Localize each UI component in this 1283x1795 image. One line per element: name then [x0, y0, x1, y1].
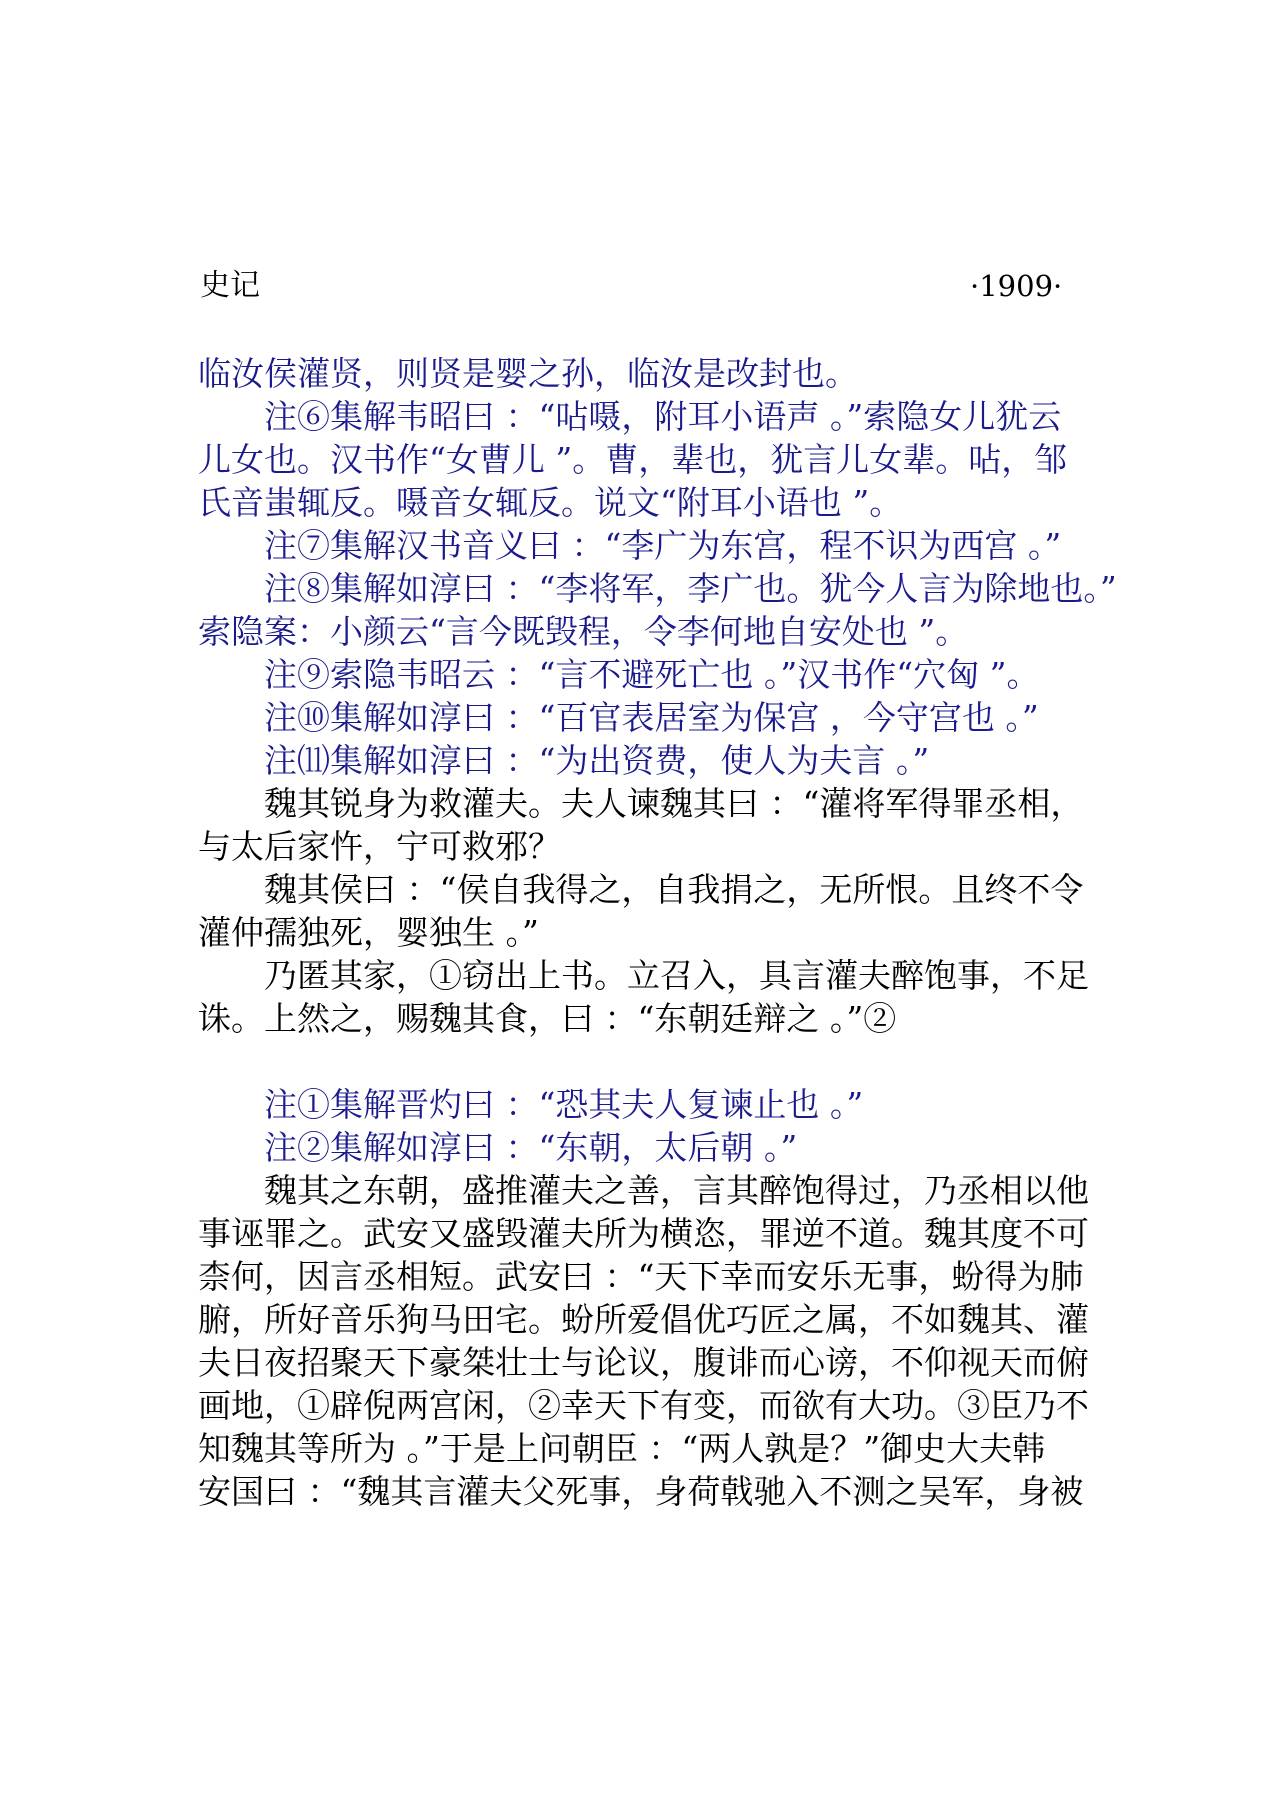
annotation-line: 注⑾集解如淳曰 ：“为出资费，使人为夫言 。” — [264, 741, 930, 780]
text-line: 乃匿其家，①窃出上书。立召入，具言灌夫醉饱事，不足 — [264, 956, 1089, 995]
text-line: 安国曰 ：“魏其言灌夫父死事，身荷戟驰入不测之吴军，身被 — [198, 1472, 1084, 1511]
text-line: 灌仲孺独死，婴独生 。” — [198, 913, 539, 952]
annotation-line: 注⑥集解韦昭曰 ：“呫嗫，附耳小语声 。”索隐女儿犹云 — [264, 397, 1062, 436]
text-line: 诛。上然之，赐魏其食，曰 ：“东朝廷辩之 。”② — [198, 999, 897, 1038]
text-line: 与太后家忤，宁可救邪？ — [198, 827, 561, 866]
text-line: 柰何，因言丞相短。武安曰 ：“天下幸而安乐无事，蚡得为肺 — [198, 1257, 1084, 1296]
text-line: 画地，①辟倪两宫闲，②幸天下有变，而欲有大功。③臣乃不 — [198, 1386, 1089, 1425]
text-line: 夫日夜招聚天下豪桀壮士与论议，腹诽而心谤，不仰视天而俯 — [198, 1343, 1089, 1382]
annotation-line: 注②集解如淳曰 ：“东朝，太后朝 。” — [264, 1128, 798, 1167]
annotation-line: 注⑧集解如淳曰 ：“李将军，李广也。犹今人言为除地也。” — [264, 569, 1117, 608]
paragraph-gap — [198, 1040, 1098, 1083]
annotation-line: 注⑦集解汉书音义曰 ：“李广为东宫，程不识为西宫 。” — [264, 526, 1062, 565]
text-line: 腑，所好音乐狗马田宅。蚡所爱倡优巧匠之属，不如魏其、灌 — [198, 1300, 1089, 1339]
page-number: ·1909· — [970, 269, 1063, 303]
text-body — [198, 352, 1117, 1513]
annotation-line: 注⑨索隐韦昭云 ：“言不避死亡也 。”汉书作“穴匈 ”。 — [264, 655, 1040, 694]
text-line: 魏其锐身为救灌夫。夫人谏魏其曰 ：“灌将军得罪丞相， — [264, 784, 1084, 823]
annotation-line: 注①集解晋灼曰 ：“恐其夫人复谏止也 。” — [264, 1085, 864, 1124]
annotation-line: 注⑩集解如淳曰 ：“百官表居室为保宫 ，今守宫也 。” — [264, 698, 1039, 737]
annotation-line: 儿女也。汉书作“女曹儿 ”。曹，辈也，犹言儿女辈。呫，邹 — [198, 440, 1068, 479]
text-line: 知魏其等所为 。”于是上问朝臣 ：“两人孰是？”御史大夫韩 — [198, 1429, 1046, 1468]
text-line: 魏其之东朝，盛推灌夫之善，言其醉饱得过，乃丞相以他 — [264, 1171, 1089, 1210]
book-title: 史记 — [200, 268, 260, 303]
annotation-line: 氏音蚩辄反。嗫音女辄反。说文“附耳小语也 ”。 — [198, 483, 903, 522]
text-line: 魏其侯曰 ：“侯自我得之，自我捐之，无所恨。且终不令 — [264, 870, 1084, 909]
annotation-line: 索隐案：小颜云“言今既毁程，令李何地自安处也 ”。 — [198, 612, 969, 651]
text-line: 事诬罪之。武安又盛毁灌夫所为横恣，罪逆不道。魏其度不可 — [198, 1214, 1089, 1253]
annotation-line: 临汝侯灌贤，则贤是婴之孙，临汝是改封也。 — [198, 354, 858, 393]
